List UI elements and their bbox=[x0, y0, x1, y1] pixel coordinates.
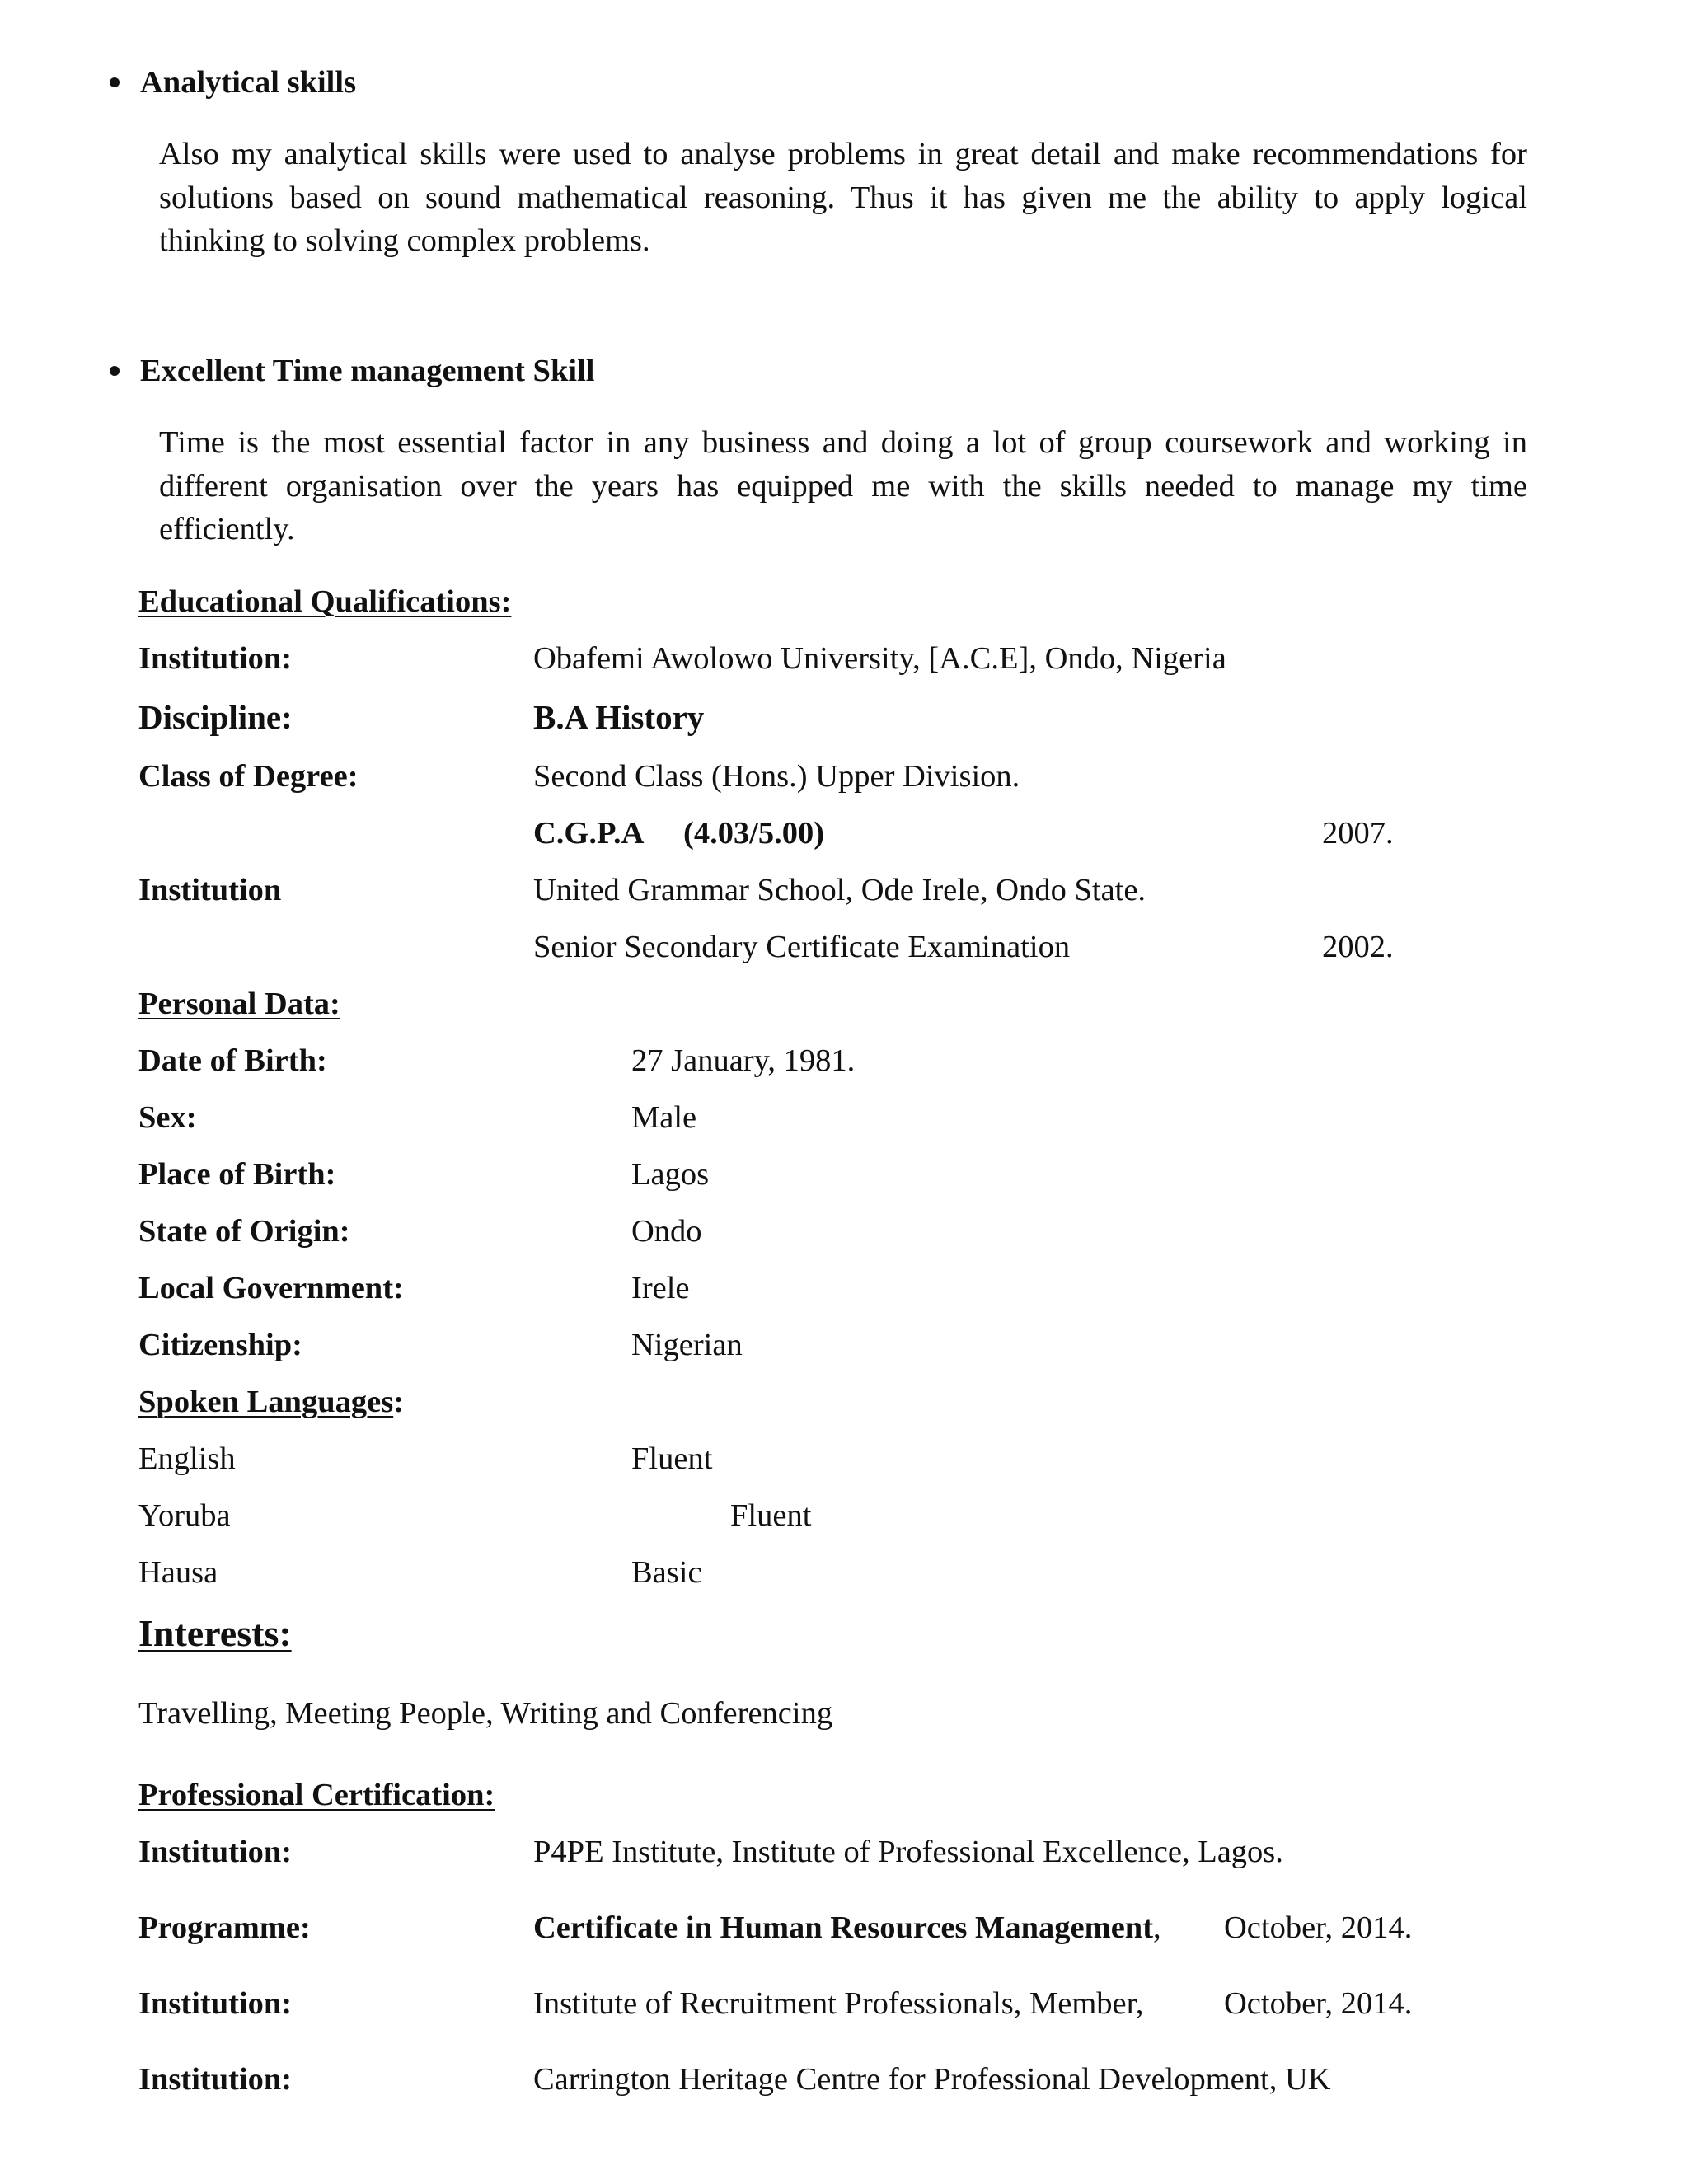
skill-description-time-management bbox=[159, 421, 1527, 551]
certification-label: Programme: bbox=[138, 1910, 311, 1945]
language-level: Fluent bbox=[730, 1498, 812, 1533]
personal-value: Lagos bbox=[631, 1157, 710, 1192]
personal-value: Irele bbox=[631, 1271, 690, 1305]
institution-label: Institution: bbox=[138, 641, 293, 676]
personal-value: Nigerian bbox=[631, 1328, 743, 1362]
discipline-value: B.A History bbox=[533, 698, 705, 736]
certification-value: P4PE Institute, Institute of Professional Excellence, Lagos. bbox=[533, 1835, 1283, 1869]
skill-title: Excellent Time management Skill bbox=[140, 354, 595, 388]
class-of-degree-label: Class of Degree: bbox=[138, 759, 359, 794]
ssce-value: Senior Secondary Certificate Examination bbox=[533, 930, 1071, 964]
certification-value bbox=[533, 1907, 1161, 1948]
personal-value: 27 January, 1981. bbox=[631, 1043, 856, 1078]
paragraph-line: Time is the most essential factor in any business and doing a lot of group coursework and working in bbox=[159, 425, 1527, 460]
personal-value: Male bbox=[631, 1100, 697, 1135]
programme-name: Certificate in Human Resources Management bbox=[533, 1910, 1154, 1945]
personal-label: Date of Birth: bbox=[138, 1043, 327, 1078]
institution-value: Obafemi Awolowo University, [A.C.E], Ondo, Nigeria bbox=[533, 641, 1226, 676]
paragraph-line: Also my analytical skills were used to analyse problems in great detail and make recommendations for bbox=[159, 137, 1527, 171]
language-name: English bbox=[138, 1441, 236, 1476]
programme-comma: , bbox=[1153, 1910, 1161, 1945]
bullet-icon bbox=[110, 366, 120, 376]
paragraph-line: thinking to solving complex problems. bbox=[159, 223, 650, 258]
certification-value: Carrington Heritage Centre for Professional Development, UK bbox=[533, 2062, 1331, 2097]
ssce-year: 2002. bbox=[1322, 930, 1394, 964]
languages-heading-text: Spoken Languages bbox=[138, 1385, 394, 1419]
personal-value: Ondo bbox=[631, 1214, 702, 1249]
certification-date: October, 2014. bbox=[1224, 1910, 1413, 1945]
certification-label: Institution: bbox=[138, 2062, 293, 2097]
language-level: Fluent bbox=[631, 1441, 713, 1476]
language-level: Basic bbox=[631, 1555, 702, 1590]
personal-label: Citizenship: bbox=[138, 1328, 302, 1362]
education-heading: Educational Qualifications: bbox=[138, 584, 512, 619]
certification-heading: Professional Certification: bbox=[138, 1778, 495, 1812]
interests-text: Travelling, Meeting People, Writing and Conferencing bbox=[138, 1696, 833, 1731]
skill-title: Analytical skills bbox=[140, 65, 357, 100]
paragraph-line: efficiently. bbox=[159, 512, 295, 546]
languages-heading bbox=[138, 1381, 404, 1422]
class-of-degree-value: Second Class (Hons.) Upper Division. bbox=[533, 759, 1020, 794]
interests-heading: Interests: bbox=[138, 1612, 292, 1654]
certification-label: Institution: bbox=[138, 1835, 293, 1869]
paragraph-line: solutions based on sound mathematical reasoning. Thus it has given me the ability to apply logical bbox=[159, 180, 1527, 215]
cgpa-value: (4.03/5.00) bbox=[683, 816, 825, 851]
personal-data-heading: Personal Data: bbox=[138, 987, 340, 1021]
personal-label: Sex: bbox=[138, 1100, 197, 1135]
personal-label: Place of Birth: bbox=[138, 1157, 336, 1192]
skill-bullet-analytical bbox=[110, 62, 356, 103]
languages-heading-colon: : bbox=[393, 1385, 405, 1419]
personal-label: Local Government: bbox=[138, 1271, 404, 1305]
language-name: Yoruba bbox=[138, 1498, 231, 1533]
skill-bullet-time-management bbox=[110, 350, 594, 391]
institution-value-secondary: United Grammar School, Ode Irele, Ondo State. bbox=[533, 873, 1146, 907]
discipline-label: Discipline: bbox=[138, 698, 293, 736]
personal-label: State of Origin: bbox=[138, 1214, 350, 1249]
certification-label: Institution: bbox=[138, 1986, 293, 2021]
cgpa-year: 2007. bbox=[1322, 816, 1394, 851]
paragraph-line: different organisation over the years has equipped me with the skills needed to manage my time bbox=[159, 468, 1527, 504]
certification-value: Institute of Recruitment Professionals, Member, bbox=[533, 1986, 1144, 2021]
certification-date: October, 2014. bbox=[1224, 1986, 1413, 2021]
language-name: Hausa bbox=[138, 1555, 218, 1590]
bullet-icon bbox=[110, 77, 120, 87]
institution-label-secondary: Institution bbox=[138, 873, 282, 907]
cgpa-label: C.G.P.A bbox=[533, 816, 645, 851]
skill-description-analytical bbox=[159, 133, 1527, 263]
